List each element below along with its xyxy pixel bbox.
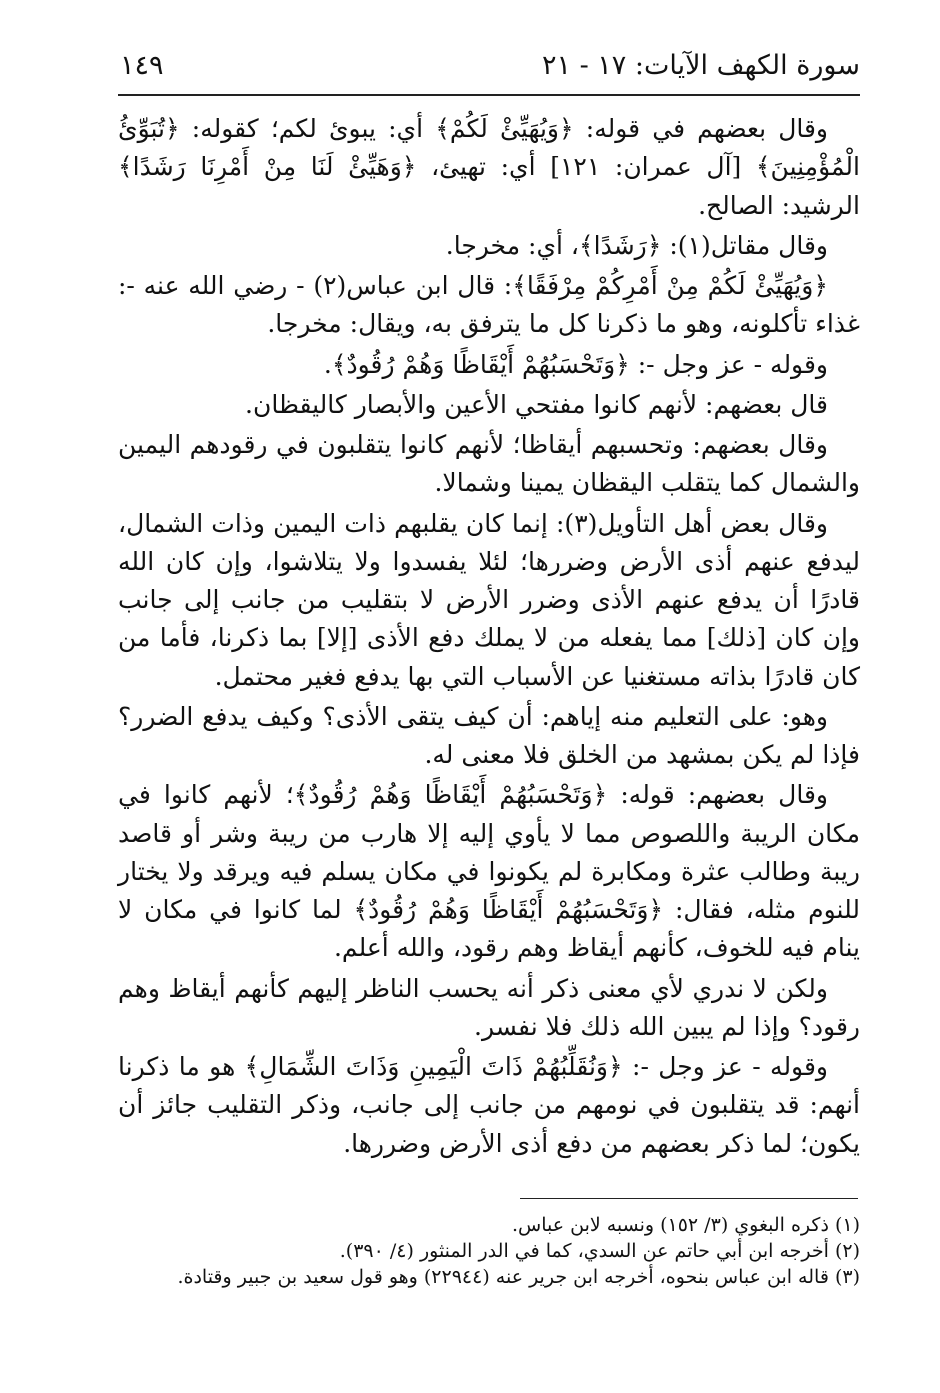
paragraph: وقال مقاتل(١): ﴿رَشَدًا﴾، أي: مخرجا. <box>445 230 828 260</box>
header-divider <box>118 94 860 96</box>
footnotes <box>118 1212 860 1290</box>
main-text <box>118 110 860 1165</box>
running-header <box>120 50 860 90</box>
paragraph: وقوله - عز وجل -: ﴿وَنُقَلِّبُهُمْ ذَاتَ الْيَمِينِ وَذَاتَ الشِّمَالِ﴾ هو ما ذكرنا أنهم: قد يتقلبون في نومهم من جانب إلى جانب، وذكر التقليب جائز أن يكون؛ لما ذكر بعضهم من دفع أذى الأرض وضررها. <box>118 1052 860 1158</box>
page-number: ١٤٩ <box>120 50 164 81</box>
footnote: (٣) قاله ابن عباس بنحوه، أخرجه ابن جرير عنه (٢٢٩٤٤) وهو قول سعيد بن جبير وقتادة. <box>177 1266 860 1288</box>
paragraph: وهو: على التعليم منه إياهم: أن كيف يتقى الأذى؟ وكيف يدفع الضرر؟ فإذا لم يكن بمشهد من الخلق فلا معنى له. <box>118 701 860 769</box>
paragraph: وقال بعضهم: قوله: ﴿وَتَحْسَبُهُمْ أَيْقَاظًا وَهُمْ رُقُودٌ﴾؛ لأنهم كانوا في مكان الريبة واللصوص مما لا يأوي إليه إلا هارب من ريبة وشر أو قاصد ريبة وطالب عثرة ومكابرة لم يكونوا في مكان يسلم فيه ويرقد ولا يختار للنوم مثله، فقال: ﴿وَتَحْسَبُهُمْ أَيْقَاظًا وَهُمْ رُقُودٌ﴾ لما كانوا في مكان لا ينام فيه للخوف، كأنهم أيقاظ وهم رقود، والله أعلم. <box>118 780 860 963</box>
footnote-divider <box>520 1198 858 1199</box>
paragraph: ﴿وَيُهَيِّئْ لَكُمْ مِنْ أَمْرِكُمْ مِرْفَقًا﴾: قال ابن عباس(٢) - رضي الله عنه -: غذاء تأكلونه، وهو ما ذكرنا كل ما يترفق به، ويقال: مخرجا. <box>118 271 860 339</box>
paragraph: وقوله - عز وجل -: ﴿وَتَحْسَبُهُمْ أَيْقَاظًا وَهُمْ رُقُودٌ﴾. <box>323 349 828 379</box>
footnote: (١) ذكره البغوي (٣/ ١٥٢) ونسبه لابن عباس. <box>511 1214 860 1236</box>
paragraph: قال بعضهم: لأنهم كانوا مفتحي الأعين والأبصار كاليقظان. <box>245 389 828 419</box>
paragraph: ولكن لا ندري لأي معنى ذكر أنه يحسب الناظر إليهم كأنهم أيقاظ وهم رقود؟ وإذا لم يبين الله ذلك فلا نفسر. <box>118 973 860 1041</box>
surah-title: سورة الكهف الآيات: ١٧ - ٢١ <box>541 50 860 81</box>
footnote: (٢) أخرجه ابن أبي حاتم عن السدي، كما في الدر المنثور (٤/ ٣٩٠). <box>339 1240 860 1262</box>
paragraph: وقال بعضهم في قوله: ﴿وَيُهَيِّئْ لَكُمْ﴾ أي: يبوئ لكم؛ كقوله: ﴿تُبَوِّئُ الْمُؤْمِنِينَ﴾ [آل عمران: ١٢١] أي: تهيئ، ﴿وَهَيِّئْ لَنَا مِنْ أَمْرِنَا رَشَدًا﴾ الرشيد: الصالح. <box>118 114 860 220</box>
paragraph: وقال بعض أهل التأويل(٣): إنما كان يقلبهم ذات اليمين وذات الشمال، ليدفع عنهم أذى الأرض وضررها؛ لئلا يفسدوا ولا يتلاشوا، وإن كان الله قادرًا أن يدفع عنهم الأذى وضرر الأرض لا بتقليب من جانب إلى جانب وإن كان [ذلك] مما يفعله من لا يملك دفع الأذى [إلا] بما ذكرنا، فأما من كان قادرًا بذاته مستغنيا عن الأسباب التي بها يدفع فغير محتمل. <box>118 508 860 691</box>
paragraph: وقال بعضهم: وتحسبهم أيقاظا؛ لأنهم كانوا يتقلبون في رقودهم اليمين والشمال كما يتقلب اليقظان يمينا وشمالا. <box>118 430 860 498</box>
